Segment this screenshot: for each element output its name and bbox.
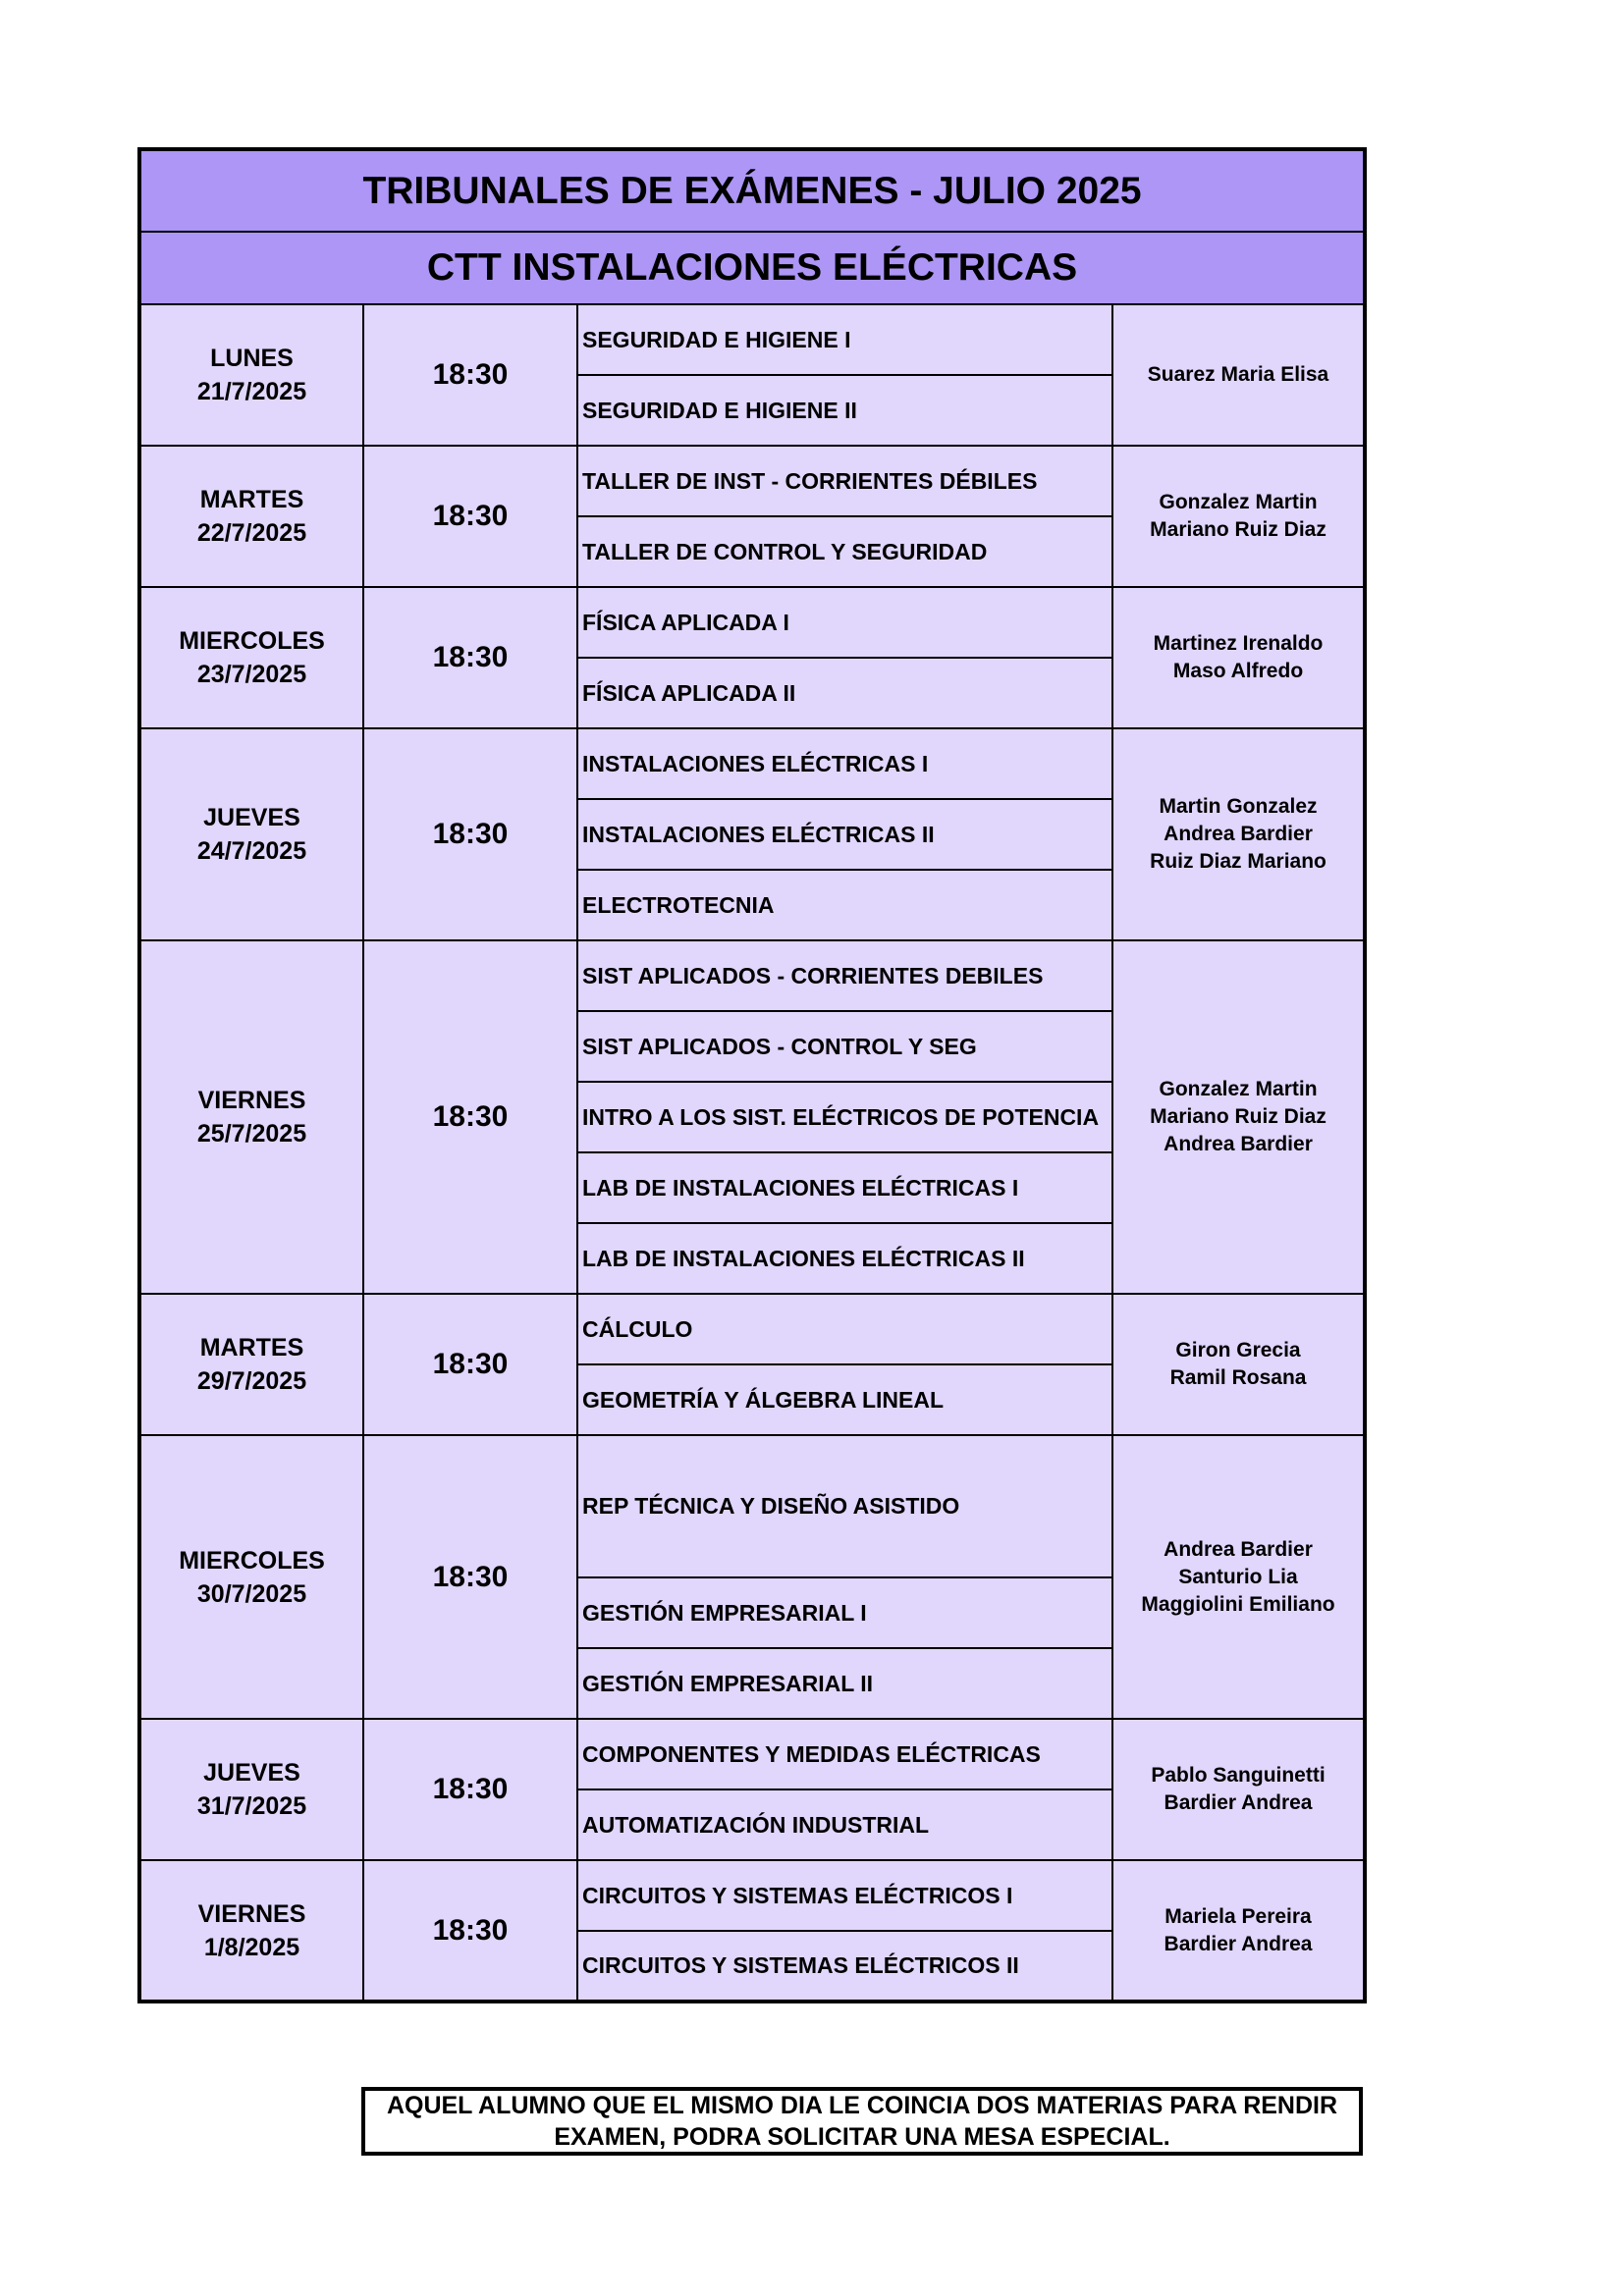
career-title: CTT INSTALACIONES ELÉCTRICAS xyxy=(139,232,1365,304)
day-name: MARTES xyxy=(199,486,304,513)
subject-cell: CIRCUITOS Y SISTEMAS ELÉCTRICOS II xyxy=(577,1931,1112,2002)
schedule-row xyxy=(139,587,1365,658)
schedule-row xyxy=(139,304,1365,375)
subject-cell: AUTOMATIZACIÓN INDUSTRIAL xyxy=(577,1789,1112,1860)
subject-cell: TALLER DE CONTROL Y SEGURIDAD xyxy=(577,516,1112,587)
examiner-name: Maggiolini Emiliano xyxy=(1141,1592,1335,1616)
exam-time: 18:30 xyxy=(363,1719,577,1860)
examiner-name: Ramil Rosana xyxy=(1169,1366,1307,1389)
exam-date: 22/7/2025 xyxy=(196,519,307,547)
schedule-row xyxy=(139,728,1365,799)
examiner-name: Martin Gonzalez xyxy=(1159,795,1318,818)
examiner-name: Maso Alfredo xyxy=(1172,660,1304,682)
subject-cell: LAB DE INSTALACIONES ELÉCTRICAS I xyxy=(577,1152,1112,1223)
exam-date: 1/8/2025 xyxy=(203,1933,300,1961)
day-cell xyxy=(139,1294,363,1435)
examiner-name: Andrea Bardier xyxy=(1164,1133,1313,1155)
exam-time: 18:30 xyxy=(363,1294,577,1435)
exam-date: 23/7/2025 xyxy=(196,661,307,688)
examiner-name: Mariela Pereira xyxy=(1164,1904,1312,1928)
subject-cell: LAB DE INSTALACIONES ELÉCTRICAS II xyxy=(577,1223,1112,1294)
examiner-name: Gonzalez Martin xyxy=(1159,1078,1318,1100)
subject-cell: INTRO A LOS SIST. ELÉCTRICOS DE POTENCIA xyxy=(577,1082,1112,1152)
examiners-cell xyxy=(1112,587,1365,728)
subject-cell: SEGURIDAD E HIGIENE II xyxy=(577,375,1112,446)
exam-date: 25/7/2025 xyxy=(196,1120,307,1148)
subject-cell: SEGURIDAD E HIGIENE I xyxy=(577,304,1112,375)
examiner-name: Martinez Irenaldo xyxy=(1153,632,1324,655)
day-name: JUEVES xyxy=(203,1759,300,1787)
day-cell xyxy=(139,728,363,940)
day-cell xyxy=(139,1435,363,1719)
day-name: LUNES xyxy=(210,345,294,372)
exam-time: 18:30 xyxy=(363,446,577,587)
examiner-name: Suarez Maria Elisa xyxy=(1147,363,1329,386)
day-cell xyxy=(139,1860,363,2002)
subject-cell: CÁLCULO xyxy=(577,1294,1112,1364)
examiner-name: Santurio Lia xyxy=(1178,1565,1298,1588)
exam-time: 18:30 xyxy=(363,587,577,728)
subject-cell: TALLER DE INST - CORRIENTES DÉBILES xyxy=(577,446,1112,516)
examiners-cell xyxy=(1112,1294,1365,1435)
schedule-row xyxy=(139,446,1365,516)
subject-cell: INSTALACIONES ELÉCTRICAS II xyxy=(577,799,1112,870)
exam-date: 24/7/2025 xyxy=(196,837,307,865)
schedule-row xyxy=(139,940,1365,1011)
subject-cell: FÍSICA APLICADA II xyxy=(577,658,1112,728)
schedule-row xyxy=(139,1294,1365,1364)
day-cell xyxy=(139,587,363,728)
examiners-cell xyxy=(1112,1435,1365,1719)
examiners-cell xyxy=(1112,304,1365,446)
day-cell xyxy=(139,1719,363,1860)
page-title: TRIBUNALES DE EXÁMENES - JULIO 2025 xyxy=(139,149,1365,232)
examiners-cell xyxy=(1112,1860,1365,2002)
exam-date: 30/7/2025 xyxy=(196,1579,307,1608)
examiner-name: Andrea Bardier xyxy=(1164,823,1313,845)
subject-cell: SIST APLICADOS - CONTROL Y SEG xyxy=(577,1011,1112,1082)
subject-cell: GESTIÓN EMPRESARIAL II xyxy=(577,1648,1112,1719)
examiner-name: Mariano Ruiz Diaz xyxy=(1150,518,1326,541)
day-name: VIERNES xyxy=(197,1087,306,1114)
exam-time: 18:30 xyxy=(363,940,577,1294)
examiners-cell xyxy=(1112,728,1365,940)
examiners-cell xyxy=(1112,940,1365,1294)
exam-schedule-table xyxy=(137,147,1367,2003)
special-exam-note xyxy=(361,2087,1363,2156)
examiner-name: Gonzalez Martin xyxy=(1159,491,1318,513)
day-name: JUEVES xyxy=(203,804,300,831)
day-name: MARTES xyxy=(199,1334,304,1362)
examiner-name: Bardier Andrea xyxy=(1164,1791,1313,1814)
day-cell xyxy=(139,940,363,1294)
examiner-name: Giron Grecia xyxy=(1175,1339,1301,1362)
subject-cell: INSTALACIONES ELÉCTRICAS I xyxy=(577,728,1112,799)
examiners-cell xyxy=(1112,446,1365,587)
day-name: VIERNES xyxy=(197,1899,306,1928)
schedule-row xyxy=(139,1860,1365,1931)
exam-date: 31/7/2025 xyxy=(196,1792,307,1820)
note-line: AQUEL ALUMNO QUE EL MISMO DIA LE COINCIA DOS MATERIAS PARA RENDIR xyxy=(386,2092,1338,2119)
examiner-name: Bardier Andrea xyxy=(1164,1932,1313,1955)
examiner-name: Pablo Sanguinetti xyxy=(1151,1764,1326,1787)
subject-cell: FÍSICA APLICADA I xyxy=(577,587,1112,658)
schedule-row xyxy=(139,1435,1365,1577)
day-name: MIERCOLES xyxy=(179,1546,325,1575)
subject-cell: GESTIÓN EMPRESARIAL I xyxy=(577,1577,1112,1648)
subject-cell: REP TÉCNICA Y DISEÑO ASISTIDO xyxy=(577,1435,1112,1577)
day-cell xyxy=(139,446,363,587)
subject-cell: ELECTROTECNIA xyxy=(577,870,1112,940)
schedule-row xyxy=(139,1719,1365,1789)
examiner-name: Andrea Bardier xyxy=(1164,1537,1313,1561)
subject-cell: COMPONENTES Y MEDIDAS ELÉCTRICAS xyxy=(577,1719,1112,1789)
examiner-name: Mariano Ruiz Diaz xyxy=(1150,1105,1326,1128)
exam-date: 21/7/2025 xyxy=(196,378,307,405)
exam-time: 18:30 xyxy=(363,304,577,446)
exam-time: 18:30 xyxy=(363,1435,577,1719)
note-line: EXAMEN, PODRA SOLICITAR UNA MESA ESPECIAL. xyxy=(554,2123,1170,2151)
examiner-name: Ruiz Diaz Mariano xyxy=(1150,850,1326,873)
day-cell xyxy=(139,304,363,446)
subject-cell: SIST APLICADOS - CORRIENTES DEBILES xyxy=(577,940,1112,1011)
exam-time: 18:30 xyxy=(363,728,577,940)
subject-cell: CIRCUITOS Y SISTEMAS ELÉCTRICOS I xyxy=(577,1860,1112,1931)
exam-time: 18:30 xyxy=(363,1860,577,2002)
subject-cell: GEOMETRÍA Y ÁLGEBRA LINEAL xyxy=(577,1364,1112,1435)
exam-date: 29/7/2025 xyxy=(196,1367,307,1395)
examiners-cell xyxy=(1112,1719,1365,1860)
day-name: MIERCOLES xyxy=(179,627,325,655)
